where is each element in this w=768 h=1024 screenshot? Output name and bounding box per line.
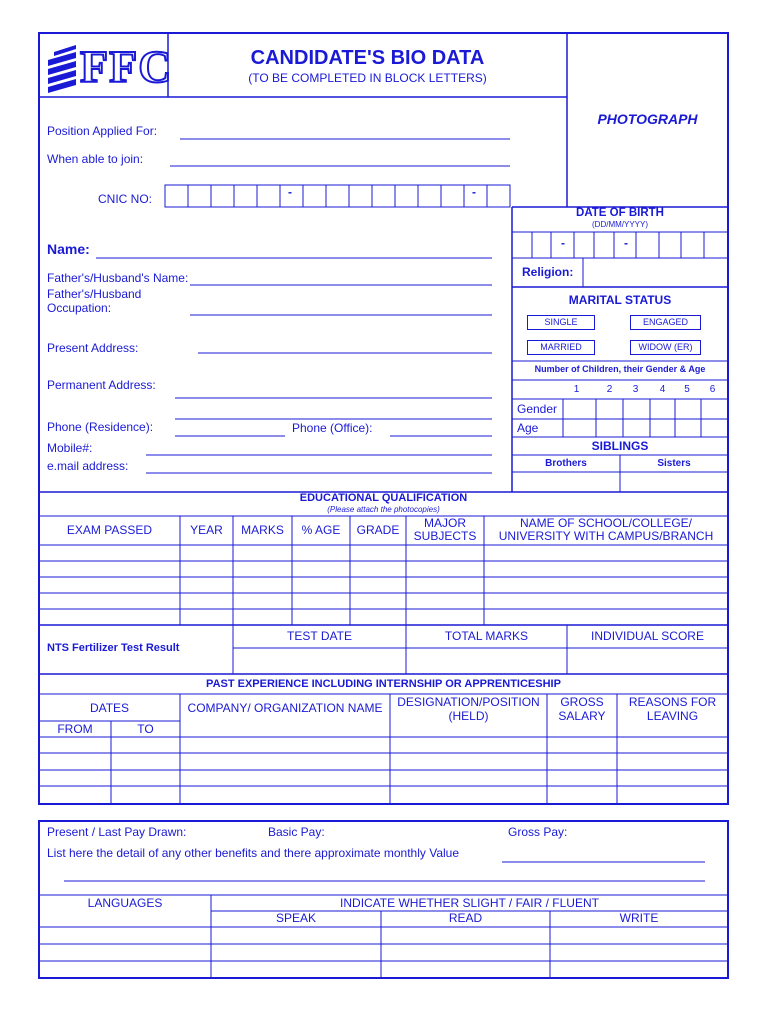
mobile-field[interactable]: [146, 440, 492, 455]
col-salary-line2: SALARY: [558, 709, 606, 723]
age-label: Age: [517, 421, 539, 435]
col-school-line2: UNIVERSITY WITH CAMPUS/BRANCH: [498, 529, 714, 543]
marital-option-married[interactable]: MARRIED: [527, 340, 595, 355]
dob-dash-2: -: [624, 236, 628, 250]
nts-total-marks-field[interactable]: [407, 649, 566, 673]
nts-label: NTS Fertilizer Test Result: [47, 642, 180, 654]
col-designation-line1: DESIGNATION/POSITION: [397, 695, 540, 709]
nts-individual-score-header: INDIVIDUAL SCORE: [591, 629, 704, 643]
col-school-line1: NAME OF SCHOOL/COLLEGE/: [519, 516, 693, 530]
nts-test-date-field[interactable]: [234, 649, 405, 673]
marital-option-widow[interactable]: WIDOW (ER): [630, 340, 701, 355]
father-occupation-label-line1: Father's/Husband: [47, 287, 142, 301]
basic-pay-label: Basic Pay:: [268, 825, 325, 839]
col-dates: DATES: [89, 701, 130, 715]
children-gender-row[interactable]: [563, 400, 727, 418]
phone-office-field[interactable]: [390, 421, 492, 436]
dob-dash-1: -: [561, 236, 565, 250]
col-company: COMPANY/ ORGANIZATION NAME: [187, 701, 383, 715]
child-number-6: 6: [709, 384, 716, 395]
benefits-label: List here the detail of any other benefits and there approximate monthly Value: [47, 846, 460, 860]
religion-field[interactable]: [584, 259, 727, 286]
marital-option-engaged[interactable]: ENGAGED: [630, 315, 701, 330]
cnic-label: CNIC NO:: [98, 192, 152, 206]
indicate-proficiency-label: INDICATE WHETHER SLIGHT / FAIR / FLUENT: [340, 896, 599, 910]
col-speak: SPEAK: [275, 911, 317, 925]
child-number-5: 5: [684, 384, 690, 395]
experience-title: PAST EXPERIENCE INCLUDING INTERNSHIP OR APPRENTICESHIP: [206, 678, 561, 690]
father-occupation-field[interactable]: [190, 300, 492, 315]
ffc-logo: [46, 41, 173, 93]
experience-rows[interactable]: [40, 738, 727, 803]
email-label: e.mail address:: [47, 459, 129, 473]
name-field[interactable]: [96, 243, 492, 258]
col-read: READ: [448, 911, 483, 925]
col-exam-passed: EXAM PASSED: [66, 523, 153, 537]
col-grade: GRADE: [356, 523, 400, 537]
children-label: Number of Children, their Gender & Age: [534, 364, 706, 374]
religion-label: Religion:: [522, 265, 574, 279]
col-from: FROM: [57, 722, 93, 736]
cnic-field[interactable]: [165, 185, 510, 207]
nts-test-date-header: TEST DATE: [287, 629, 352, 643]
father-occupation-label-line2: Occupation:: [47, 301, 112, 315]
gender-label: Gender: [517, 402, 558, 416]
phone-office-label: Phone (Office):: [292, 421, 373, 435]
name-label: Name:: [47, 241, 90, 257]
col-designation-line2: (HELD): [448, 709, 489, 723]
sisters-field[interactable]: [621, 473, 727, 491]
marital-status-label: MARITAL STATUS: [568, 293, 672, 307]
education-note: (Please attach the photocopies): [327, 505, 440, 514]
col-reasons-line1: REASONS FOR: [628, 695, 717, 709]
education-title: EDUCATIONAL QUALIFICATION: [299, 492, 468, 504]
photograph-area[interactable]: [569, 35, 726, 205]
join-date-label: When able to join:: [47, 152, 144, 166]
position-applied-label: Position Applied For:: [47, 124, 158, 138]
siblings-label: SIBLINGS: [591, 439, 649, 453]
logo-text: FFC: [80, 41, 173, 92]
mobile-label: Mobile#:: [47, 441, 93, 455]
col-salary-line1: GROSS: [560, 695, 604, 709]
dob-field[interactable]: [512, 232, 728, 258]
present-pay-label: Present / Last Pay Drawn:: [47, 825, 187, 839]
page-title: CANDIDATE'S BIO DATA: [250, 47, 485, 69]
phone-residence-field[interactable]: [175, 421, 285, 436]
present-address-label: Present Address:: [47, 341, 139, 355]
languages-label: LANGUAGES: [87, 896, 163, 910]
position-applied-field[interactable]: [180, 124, 510, 139]
child-number-1: 1: [573, 384, 580, 395]
permanent-address-field[interactable]: [175, 383, 492, 419]
father-name-field[interactable]: [190, 270, 492, 285]
nts-individual-score-field[interactable]: [568, 649, 727, 673]
education-rows[interactable]: [40, 546, 727, 624]
col-major-line1: MAJOR: [424, 516, 466, 530]
join-date-field[interactable]: [170, 151, 510, 166]
col-major-line2: SUBJECTS: [413, 529, 477, 543]
page-subtitle: (TO BE COMPLETED IN BLOCK LETTERS): [248, 71, 487, 85]
brothers-field[interactable]: [513, 473, 619, 491]
col-marks: MARKS: [241, 523, 284, 537]
col-percent-age: % AGE: [301, 523, 341, 537]
father-name-label: Father's/Husband's Name:: [47, 271, 189, 285]
dob-label: DATE OF BIRTH: [576, 207, 664, 219]
email-field[interactable]: [146, 458, 492, 473]
child-number-4: 4: [659, 384, 666, 395]
photograph-label: PHOTOGRAPH: [597, 111, 698, 127]
col-write: WRITE: [619, 911, 659, 925]
dob-format: (DD/MM/YYYY): [592, 220, 648, 229]
children-age-row[interactable]: [563, 420, 727, 436]
gross-pay-label: Gross Pay:: [508, 825, 568, 839]
col-reasons-line2: LEAVING: [646, 709, 699, 723]
sisters-label: Sisters: [657, 458, 691, 469]
benefits-field[interactable]: [64, 847, 705, 881]
child-number-2: 2: [606, 384, 613, 395]
permanent-address-label: Permanent Address:: [47, 378, 156, 392]
col-to: TO: [137, 722, 154, 736]
nts-total-marks-header: TOTAL MARKS: [444, 629, 529, 643]
cnic-dash-2: -: [472, 185, 476, 199]
marital-option-single[interactable]: SINGLE: [527, 315, 595, 330]
col-year: YEAR: [190, 523, 223, 537]
cnic-dash-1: -: [288, 185, 292, 199]
phone-residence-label: Phone (Residence):: [47, 420, 154, 434]
present-address-field[interactable]: [198, 338, 492, 353]
brothers-label: Brothers: [545, 458, 587, 469]
child-number-3: 3: [632, 384, 639, 395]
languages-rows[interactable]: [40, 928, 727, 977]
